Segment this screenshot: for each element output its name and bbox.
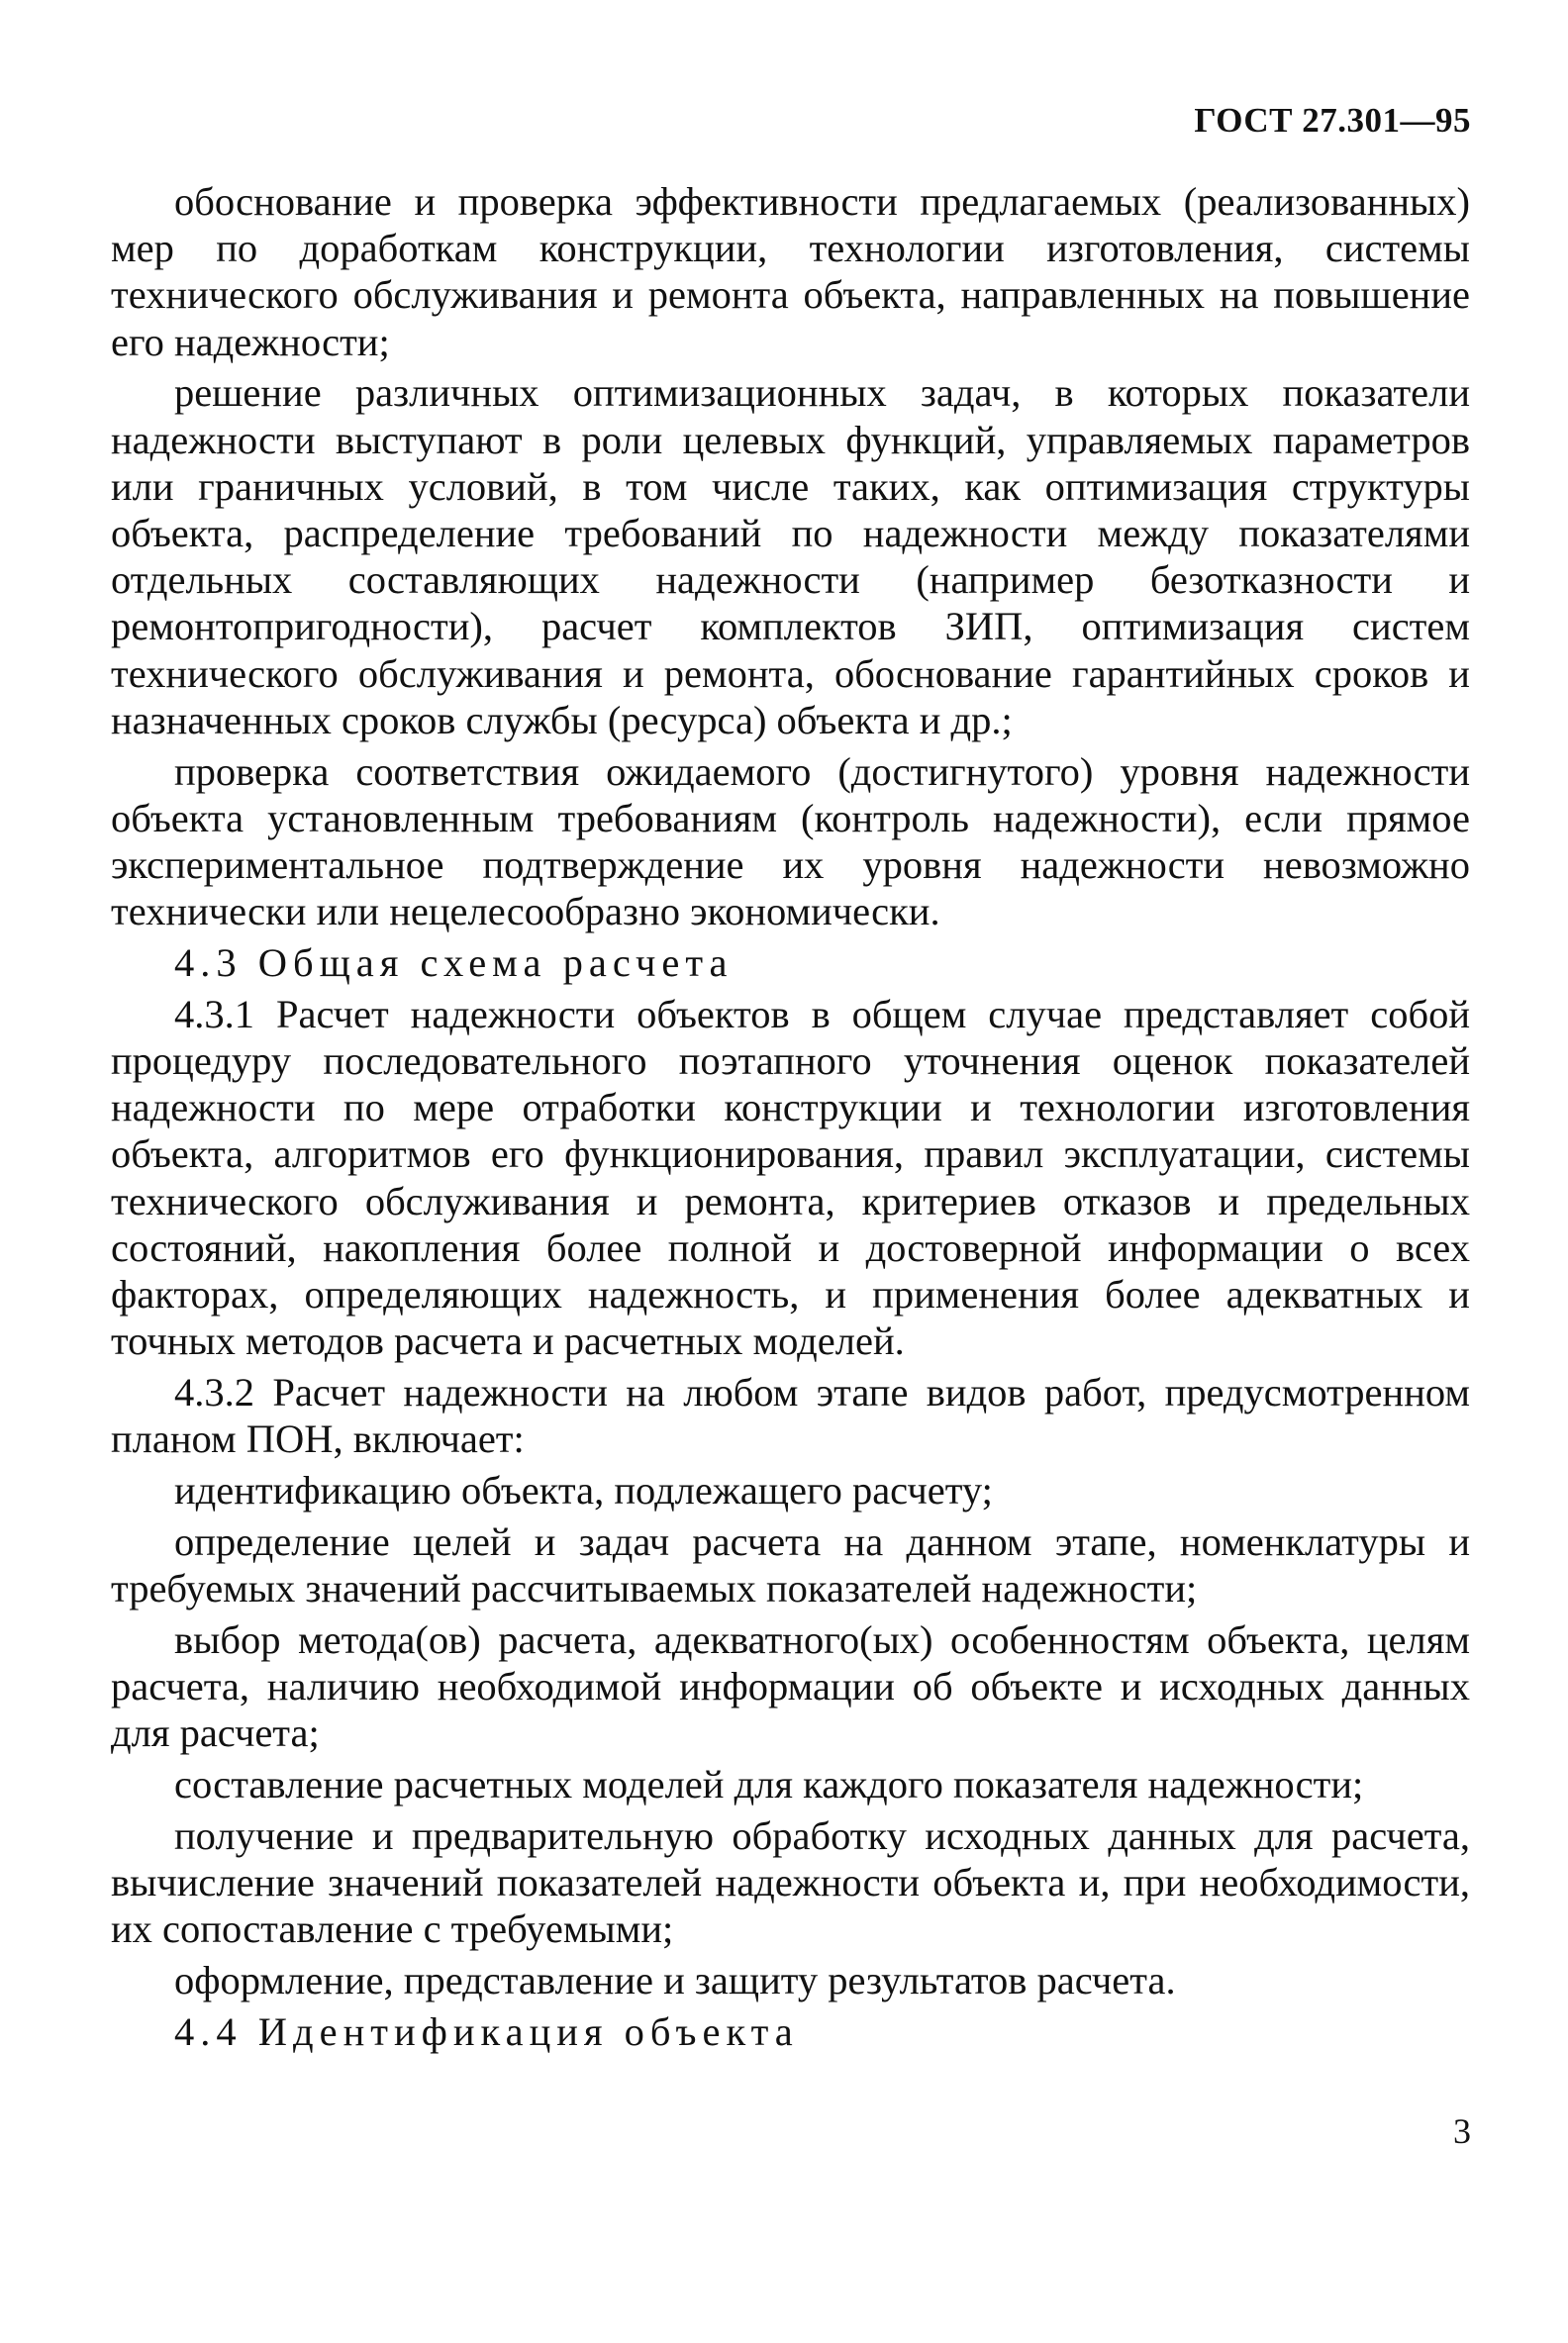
paragraph-optimization: решение различных оптимизационных задач, в которых показатели надежности выступают в роли целевых функций, управляемых параметров или граничных условий, в том числе таких, как оптимизация структуры объекта, распределение требований по надежности между показателями отдельных составляющих надежности (например безотказности и ремонтопригодности), расчет комплектов ЗИП, оптимизация систем технического обслуживания и ремонта, обоснование гарантийных сроков и назначенных сроков службы (ресурса) объекта и др.; <box>111 370 1470 742</box>
paragraph-verification: проверка соответствия ожидаемого (достигнутого) уровня надежности объекта установленным требованиям (контроль надежности), если прямое экспериментальное подтверждение их уровня надежности невозможно технически или нецелесообразно экономически. <box>111 748 1470 934</box>
list-item: определение целей и задач расчета на данном этапе, номенклатуры и требуемых значений рассчитываемых показателей надежности; <box>111 1518 1470 1611</box>
standard-header: ГОСТ 27.301—95 <box>1194 101 1471 140</box>
list-item: составление расчетных моделей для каждого показателя надежности; <box>174 1762 1364 1807</box>
list-item: оформление, представление и защиту результатов расчета. <box>174 1958 1176 2003</box>
section-title-4-3: 4.3 Общая схема расчета <box>174 940 734 986</box>
list-item: выбор метода(ов) расчета, адекватного(ых) особенностям объекта, целям расчета, наличию необходимой информации об объекте и исходных данных для расчета; <box>111 1616 1470 1756</box>
page-body <box>111 178 1470 2060</box>
page-number: 3 <box>1453 2111 1471 2151</box>
section-title-4-4: 4.4 Идентификация объекта <box>174 2008 799 2054</box>
list-item: идентификацию объекта, подлежащего расчету; <box>174 1468 993 1513</box>
paragraph-4-3-1: 4.3.1 Расчет надежности объектов в общем случае представляет собой процедуру последовательного поэтапного уточнения оценок показателей надежности по мере отработки конструкции и технологии изготовления объекта, алгоритмов его функционирования, правил эксплуатации, системы технического обслуживания и ремонта, критериев отказов и предельных состояний, накопления более полной и достоверной информации о всех факторах, определяющих надежность, и применения более адекватных и точных методов расчета и расчетных моделей. <box>111 991 1470 1364</box>
paragraph-justification: обоснование и проверка эффективности предлагаемых (реализованных) мер по доработкам конструкции, технологии изготовления, системы технического обслуживания и ремонта объекта, направленных на повышение его надежности; <box>111 179 1470 364</box>
list-item: получение и предварительную обработку исходных данных для расчета, вычисление значений показателей надежности объекта и, при необходимости, их сопоставление с требуемыми; <box>111 1812 1470 1952</box>
paragraph-4-3-2: 4.3.2 Расчет надежности на любом этапе видов работ, предусмотренном планом ПОН, включает: <box>111 1370 1470 1462</box>
